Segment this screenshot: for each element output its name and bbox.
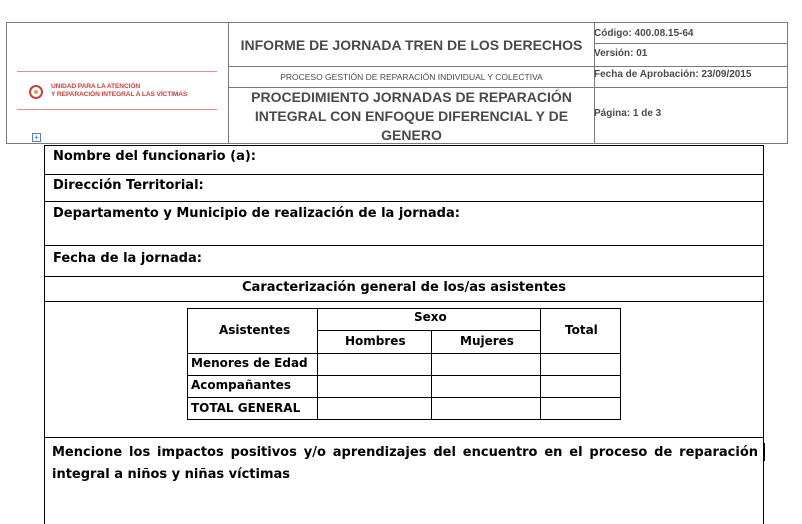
header-divider — [594, 23, 595, 143]
document-header — [6, 22, 788, 144]
total-women-cell[interactable] — [432, 398, 540, 419]
col-total: Total — [565, 323, 598, 337]
total-total-cell[interactable] — [541, 398, 620, 419]
logo-text: UNIDAD PARA LA ATENCIÓN Y REPARACIÓN INTEGRAL A LAS VÍCTIMAS — [51, 83, 188, 98]
row-border — [45, 201, 763, 202]
minors-men-cell[interactable] — [318, 354, 431, 375]
row-border — [45, 301, 763, 302]
minors-total-cell[interactable] — [541, 354, 620, 375]
total-men-cell[interactable] — [318, 398, 431, 419]
companions-men-cell[interactable] — [318, 376, 431, 397]
procedure-name: PROCEDIMIENTO JORNADAS DE REPARACIÓN INTEGRAL CON ENFOQUE DIFERENCIAL Y DE GENERO — [251, 88, 572, 143]
impacts-question[interactable]: Mencione los impactos positivos y/o aprendizajes del encuentro en el proceso de reparación integral a niños y niñas víctimas — [52, 445, 758, 482]
row-total-general: TOTAL GENERAL — [191, 401, 301, 415]
row-companions: Acompañantes — [191, 378, 292, 392]
logo-cell — [7, 23, 228, 143]
row-minors: Menores de Edad — [191, 356, 308, 370]
companions-women-cell[interactable] — [432, 376, 540, 397]
page-number: Página: 1 de 3 — [594, 108, 662, 119]
text-cursor — [764, 443, 765, 461]
section-title: Caracterización general de los/as asistentes — [242, 280, 566, 295]
row-border — [45, 276, 763, 277]
row-border — [45, 437, 763, 438]
row-border — [45, 245, 763, 246]
document-version: Versión: 01 — [594, 48, 648, 59]
table-move-handle-icon[interactable]: + — [32, 133, 41, 142]
col-women: Mujeres — [460, 334, 514, 348]
territorial-field[interactable]: Dirección Territorial: — [53, 178, 204, 193]
col-attendees: Asistentes — [219, 323, 291, 337]
logo-rule — [17, 109, 217, 110]
location-field[interactable]: Departamento y Municipio de realización de la jornada: — [53, 206, 460, 221]
companions-total-cell[interactable] — [541, 376, 620, 397]
col-sex: Sexo — [414, 310, 447, 324]
official-name-field[interactable]: Nombre del funcionario (a): — [53, 149, 256, 164]
date-field[interactable]: Fecha de la jornada: — [53, 251, 202, 266]
coat-of-arms-icon — [29, 85, 43, 99]
logo-rule — [17, 71, 217, 72]
attendees-table — [187, 308, 621, 420]
header-divider — [594, 87, 788, 88]
document-code: Código: 400.08.15-64 — [594, 28, 694, 39]
row-border — [45, 145, 763, 146]
minors-women-cell[interactable] — [432, 354, 540, 375]
approval-date: Fecha de Aprobación: 23/09/2015 — [594, 69, 752, 80]
table-divider — [317, 330, 540, 331]
process-name: PROCESO GESTIÓN DE REPARACIÓN INDIVIDUAL Y COLECTIVA — [280, 72, 543, 82]
report-title: INFORME DE JORNADA TREN DE LOS DERECHOS — [240, 36, 583, 53]
header-divider — [594, 43, 788, 44]
col-men: Hombres — [345, 334, 406, 348]
row-border — [45, 174, 763, 175]
